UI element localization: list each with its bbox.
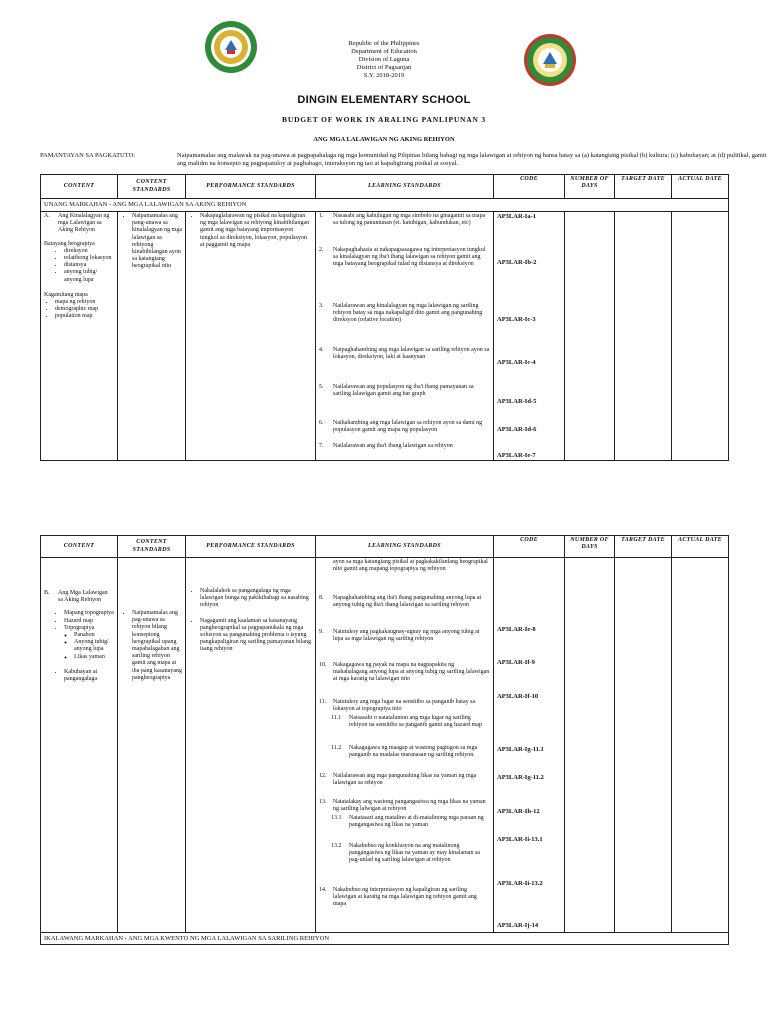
number-of-days-cell (565, 212, 615, 461)
item-text: Nakagagawa ng maagap at wastong pagtugon sa mga panganib na madalas maranasan ng sariling rehiyon. (349, 745, 478, 759)
list-item: • direksyon (64, 248, 114, 255)
col-code: CODE (494, 175, 565, 199)
code-value: AP3LAR-Ii-13.2 (497, 880, 543, 887)
performance-standard: • Nagagamit ang kaalaman sa kasanayang pangheograpikal sa pagpapanukala ng mga solusyon sa pangunahing problema o isyung pangkapaligiran ng sariling pamayanan bilang isang rehiyon (200, 618, 312, 654)
section-rest: - ANG MGA LALAWIGAN SA AKING REHIYON (107, 201, 247, 209)
col-content-standards: CONTENT STANDARDS (118, 536, 186, 558)
learning-item (319, 443, 490, 450)
code-value: AP3LAR-Ii-13.1 (497, 836, 543, 843)
item-text: Nailalarawan ang kinalalagyan ng mga lalawigan ng sariling rehiyon batay sa mga nakapaligid dito gamit ang pangunahing direksyon (relative location) (333, 303, 483, 324)
code-value: AP3LAR-Ig-11.1 (497, 746, 544, 753)
list-item: • Hazard map (64, 618, 114, 625)
learning-item (319, 213, 490, 247)
pamantayan-label: PAMANTAYAN SA PAGKATUTO: (40, 152, 136, 159)
header-line: District of Pagsanjan (356, 64, 412, 71)
header-line: Division of Laguna (358, 56, 410, 63)
learning-item (319, 773, 490, 799)
continued-text: ayon sa mga katangiang pisikal at pagkakakilanlang heograpikal nito gamit ang mapang topograpiya ng rehiyon (333, 559, 488, 573)
learning-item (331, 745, 490, 773)
code-value: AP3LAR-Ib-2 (497, 259, 537, 266)
item-number: 11.2 (331, 745, 342, 751)
pamantayan-text: Naipamamalas ang malawak na pag-unawa at pagpapahalaga ng mga komunidad ng Pilipinas bilang bahagi ng mga lalawigan at rehiyon ng bansa batay sa (a) katangiang pisikal (b) kultura; (c) kabuhayan; at (d) pulitikal, gamit ang malidm na konsepto ng pagpapatuloy at pagbabago, interaksyon ng tao at kapaligirang pisikal at sosyal. (177, 152, 767, 167)
performance-standard-cell (186, 212, 316, 461)
item-text: Nailalarawan ang iba't ibang lalawigan sa rehiyon (333, 443, 453, 449)
item-text: Napaghahambing ang iba't ibang pangunahing anyong lupa at anyong tubig ng iba't ibang lalawigan sa sariling rehiyon (333, 595, 482, 609)
list-item: • Topograpiya (64, 625, 114, 632)
learning-item (331, 815, 490, 843)
item-text: Nakapaghahasia at nakapagsasagawa ng interpretasyon tungkol sa kinalalagyan ng iba't ibang lalawigan sa rehiyon gamit ang mga batayang heograpikal tulad ng distansya at direksiyon (333, 247, 486, 268)
item-number: 2. (319, 247, 324, 253)
col-target-date: TARGET DATE (615, 175, 672, 199)
item-number: 10. (319, 662, 327, 668)
item-text: Nakagagawa ng payak na mapa na nagpapakita ng mahahalagang anyong lupa at anyong tubig ng sariling lalawigan at mga karatig na lalawigan nito (333, 662, 490, 683)
content-standard-cell (118, 212, 186, 461)
content-title: Ang Kinalalagyan ng mga Lalawigan sa Aking Rehiyon (58, 213, 110, 234)
item-text: Natutukoy ang pagkakaugnay-ugnay ng mga anyong tubig at lupa sa mga lalawigan ng sariling rehiyon (333, 629, 480, 643)
item-text: Nasasabi ang kahulugan ng mga simbolo na ginagamit sa mapa sa tulong ng panuntunan (ei. katubigan, kabundukan, etc) (333, 213, 486, 227)
document-header (0, 40, 768, 80)
batayang-title: Batayang heograpiya (44, 240, 95, 247)
code-value: AP3LAR-Ih-12 (497, 808, 540, 815)
item-number: 3. (319, 303, 324, 309)
school-name: DINGIN ELEMENTARY SCHOOL (297, 94, 471, 106)
item-text: Nakabubuo ng interpretasyon ng kapaligiran ng sariling lalawigan at karatig na mga lalawigan ng rehiyon gamit ang mapa (333, 887, 477, 908)
col-number-of-days: NUMBER OF DAYS (565, 175, 615, 199)
target-date-cell (615, 212, 672, 461)
content-standard: • Naipamamalas ang pag-unawa sa rehiyon bilang konseptong heograpikal upang mapahalagahan ang sariling rehiyon gamit ang mapa at iba pang kasanayang pangheograpiya (132, 610, 182, 682)
header-line: Republic of the Philippines (348, 40, 420, 47)
section-label: IKALAWANG MARKAHAN (44, 934, 124, 942)
learning-item (331, 843, 490, 887)
item-number: 6. (319, 420, 324, 426)
learning-item (319, 303, 490, 347)
code-value: AP3LAR-Ig-11.2 (497, 774, 544, 781)
section-row (41, 933, 729, 945)
item-number: 11. (319, 699, 327, 705)
col-content-standards: CONTENT STANDARDS (118, 175, 186, 199)
table-row (41, 212, 729, 461)
item-text: Naipaghahambing ang mga lalawigan sa sariling rehiyon ayon sa lokasyon, direksiyon, laki at kaanyuan (333, 347, 490, 361)
item-text: Naisasabi o natatalunton ang mga lugar ng sariling rehiyon na sensitibo sa panganib gamit ang hazard map (349, 715, 482, 729)
content-cell (41, 558, 118, 933)
code-value: AP3LAR-Id-5 (497, 398, 537, 405)
col-learning-standards: LEARNING STANDARDS (316, 175, 494, 199)
item-text: Natatalakay ang wastong pangangasiwa ng mga likas na yaman ng sariling lalwigan at rehiyon (333, 799, 486, 813)
section-label: UNANG MARKAHAN (44, 201, 108, 209)
actual-date-cell (672, 212, 729, 461)
section-rest: - ANG MGA KWENTO NG MGA LALAWIGAN SA SARILING REHIYON (123, 934, 330, 942)
region-title: ANG MGA LALAWIGAN NG AKING REHIYON (313, 136, 455, 143)
code-cell (494, 558, 565, 933)
learning-standards-cell (316, 558, 494, 933)
col-actual-date: ACTUAL DATE (672, 536, 729, 558)
performance-standard: • Nakapaglalarawan ng pisikal na kapaligiran ng mga lalawigan sa rehiyong kinabibilangan gamit ang mga batayang impormasyon tungkol sa direksiyon, lokasyon, populasyon at paggamit ng mapa (200, 213, 312, 249)
learning-item (319, 629, 490, 662)
col-learning-standards: LEARNING STANDARDS (316, 536, 494, 558)
item-number: 12. (319, 773, 327, 779)
code-value: AP3LAR-Ic-4 (497, 359, 536, 366)
item-number: 11.1 (331, 715, 342, 721)
learning-item (319, 699, 490, 715)
list-item: • Kabuhayan at pangangalaga (64, 669, 114, 683)
content-item (44, 590, 114, 604)
table-header-row (41, 536, 729, 558)
header-line: Department of Education (351, 48, 417, 55)
col-target-date: TARGET DATE (615, 536, 672, 558)
list-item: • population map (55, 313, 114, 320)
code-value: AP3LAR-Ie-8 (497, 626, 536, 633)
code-value: AP3LAR-Ic-3 (497, 316, 536, 323)
learning-item (331, 715, 490, 745)
actual-date-cell (672, 558, 729, 933)
col-actual-date: ACTUAL DATE (672, 175, 729, 199)
code-value: AP3LAR-If-9 (497, 659, 535, 666)
budget-table-2 (40, 535, 729, 945)
item-number: 5. (319, 384, 324, 390)
item-text: Nailalarawan ang mga pangunahing likas na yaman ng mga lalawigan sa rehiyon (333, 773, 477, 787)
list-item: • demographic map (55, 306, 114, 313)
performance-standard-cell (186, 558, 316, 933)
code-value: AP3LAR-Ie-7 (497, 452, 536, 459)
content-letter: B. (44, 590, 50, 596)
header-line: S.Y. 2018-2019 (363, 72, 405, 79)
list-item: • anyong tubig/ anyong lupa (64, 269, 114, 283)
list-item: ◦ Panahon (74, 632, 114, 639)
content-cell (41, 212, 118, 461)
table-row (41, 558, 729, 933)
item-number: 7. (319, 443, 324, 449)
performance-standard: • Nakalalahok sa pangangalaga ng mga lalawigan bunga ng pakikibahagi sa nasabing rehiyon (200, 588, 312, 610)
item-text: Natatasari ang matalino at di-matalinong mga paraan ng pangangasiwa ng likas na yaman (349, 815, 484, 829)
content-standard-cell (118, 558, 186, 933)
learning-item (319, 420, 490, 443)
list-item: • relatibong lokasyon (64, 255, 114, 262)
list-item: ◦ Anyong tubig/ anyong lupa (74, 639, 114, 653)
list-item: ◦ Likas yaman (74, 654, 114, 661)
content-item (44, 213, 114, 235)
code-cell (494, 212, 565, 461)
section-row (41, 199, 729, 212)
budget-title: BUDGET OF WORK IN ARALING PANLIPUNAN 3 (282, 115, 486, 124)
content-standard: • Naipamamalas ang pang-unawa sa kinalalagyan ng mga lalawigan sa rehiyong kinabibilangan ayon sa katangiang heograpikal nito (132, 213, 182, 271)
learning-item (319, 247, 490, 303)
item-text: Naihahambing ang mga lalawigan sa rehiyon ayon sa dami ng populasyon gamit ang mapa ng populasyon (333, 420, 483, 434)
col-performance-standards: PERFORMANCE STANDARDS (186, 175, 316, 199)
list-item: • mapa ng rehiyon (55, 299, 114, 306)
kagamitang-title: Kagamitang mapa (44, 291, 88, 298)
code-value: AP3LAR-If-10 (497, 693, 539, 700)
col-number-of-days: NUMBER OF DAYS (565, 536, 615, 558)
learning-item (319, 799, 490, 815)
budget-table-1 (40, 174, 729, 461)
item-number: 1. (319, 213, 324, 219)
table-header-row (41, 175, 729, 199)
learning-item (319, 887, 490, 909)
item-text: Nailalarawan ang populasyon ng iba't ibang pamayanan sa sariling lalawigan gamit ang bar graph (333, 384, 474, 398)
item-text: Natutukoy ang mga lugar na sensitibo sa panganib batay sa lokasyon at topograpiya nito (333, 699, 476, 713)
number-of-days-cell (565, 558, 615, 933)
list-item: • distansya (64, 262, 114, 269)
col-content: CONTENT (41, 175, 118, 199)
learning-item (319, 662, 490, 699)
code-value: AP3LAR-Id-6 (497, 426, 537, 433)
section-title (41, 933, 729, 945)
learning-standards-cell (316, 212, 494, 461)
target-date-cell (615, 558, 672, 933)
item-number: 13.2 (331, 843, 342, 849)
list-item: • Mapang topograpiya (64, 610, 114, 617)
item-number: 13. (319, 799, 327, 805)
learning-item (319, 595, 490, 629)
col-performance-standards: PERFORMANCE STANDARDS (186, 536, 316, 558)
content-letter: A. (44, 213, 50, 219)
item-number: 8. (319, 595, 324, 601)
item-text: Nakabubuo ng konklusyon na ang matalinong pangangasiwa ng likas na yaman ay may kinalaman sa pag-unlad ng sariling lalawigan at rehiyon (349, 843, 480, 864)
code-value: AP3LAR-Ij-14 (497, 922, 539, 929)
col-content: CONTENT (41, 536, 118, 558)
col-code: CODE (494, 536, 565, 558)
item-number: 14. (319, 887, 327, 893)
content-title: Ang Mga Lalawigan sa Aking Rehiyon (58, 590, 108, 604)
code-value: AP3LAR-Ia-1 (497, 213, 536, 220)
section-title (41, 199, 729, 212)
item-number: 13.1 (331, 815, 342, 821)
item-number: 9. (319, 629, 324, 635)
item-number: 4. (319, 347, 324, 353)
learning-item (319, 347, 490, 384)
learning-item (319, 384, 490, 420)
